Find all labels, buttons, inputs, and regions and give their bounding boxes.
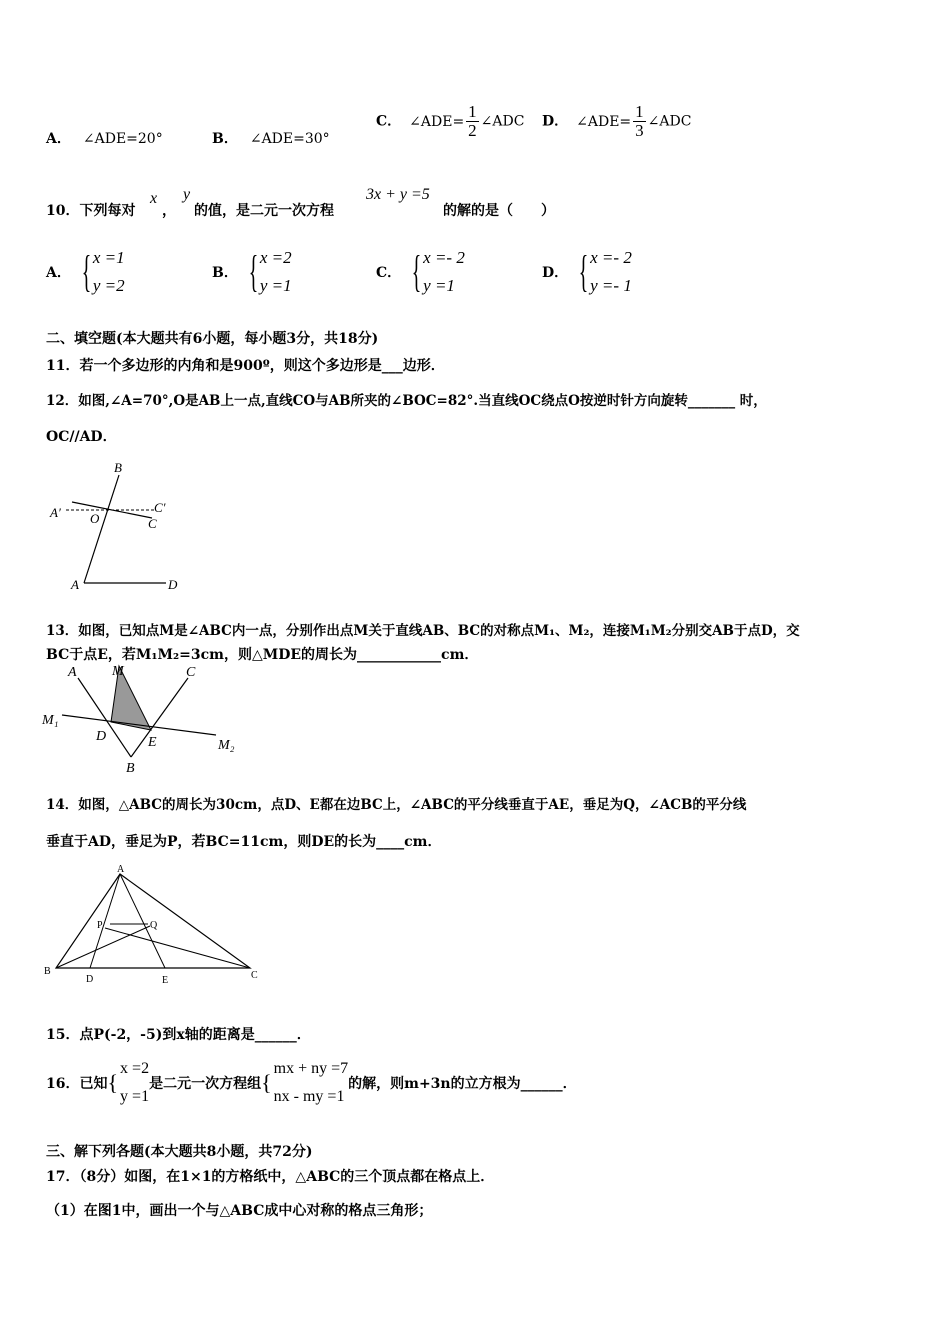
point-label-e: E <box>148 735 157 750</box>
option-label: D． <box>542 113 569 130</box>
point-label-c: C <box>251 970 258 981</box>
var-y: y <box>183 186 191 203</box>
point-label-b: B <box>126 761 135 775</box>
point-label-a-prime: A′ <box>50 505 61 520</box>
q11-text: 11．若一个多边形的内角和是900º，则这个多边形是___边形． <box>46 358 445 374</box>
equation: 3x + y =5 <box>366 186 430 203</box>
q9-option-b <box>212 128 330 148</box>
option-text: ∠ADE=30° <box>249 131 330 147</box>
option-text: ∠ADE= <box>576 113 632 130</box>
option-label: A． <box>46 131 71 147</box>
system-row: y =1 <box>259 276 292 295</box>
point-label-e: E <box>162 975 169 986</box>
denominator: 2 <box>468 121 477 140</box>
option-text: ∠ADC <box>647 113 692 130</box>
line-ab <box>84 475 119 583</box>
q10-option-b <box>212 244 292 300</box>
comma: ， <box>162 203 176 219</box>
q9-option-c <box>376 103 524 140</box>
point-label-b: B <box>44 966 51 977</box>
system-row: y =- 1 <box>590 276 632 295</box>
point-label-d: D <box>86 974 94 985</box>
q9-option-a <box>46 128 163 148</box>
q17-line2: （1）在图1中，画出一个与△ABC成中心对称的格点三角形； <box>46 1203 433 1219</box>
q12-line1: 12．如图,∠A=70°,O是AB上一点,直线CO与AB所夹的∠BOC=82°.当直线OC绕点O按逆时针方向旋转_______ 时， <box>46 393 767 409</box>
q9-option-d <box>542 103 691 140</box>
option-label: C． <box>376 265 402 281</box>
q12-figure <box>44 455 214 595</box>
equation-system: { x =2 y =1 <box>107 1055 149 1111</box>
line-ad <box>90 874 120 968</box>
equation-system: { x =2 y =1 <box>243 244 292 300</box>
option-text: ∠ADE= <box>409 113 465 130</box>
q13-figure <box>40 660 250 775</box>
fraction <box>466 103 479 140</box>
q16-post: 的解，则m+3n的立方根为______． <box>348 1076 577 1092</box>
q16-pre: 16．已知 <box>46 1076 108 1092</box>
stem-text: 10．下列每对 <box>46 203 136 219</box>
option-text: ∠ADC <box>480 113 525 130</box>
numerator: 1 <box>468 102 477 121</box>
point-label-d: D <box>96 729 107 744</box>
line-cp <box>105 928 250 968</box>
line-ae <box>120 874 165 968</box>
system-row: x =1 <box>92 248 125 267</box>
point-label-c: C <box>148 516 157 531</box>
equation-system: { x =1 y =2 <box>76 244 125 300</box>
point-label-a: A <box>71 577 79 592</box>
point-label-o: O <box>90 511 100 526</box>
option-label: A． <box>46 265 71 281</box>
point-label-c: C <box>186 665 196 680</box>
q13-line1: 13．如图，已知点M是∠ABC内一点，分别作出点M关于直线AB、BC的对称点M₁、M₂，连接M₁M₂分别交AB于点D，交 <box>46 623 800 639</box>
point-label-d: D <box>168 577 178 592</box>
option-label: B． <box>212 265 238 281</box>
point-label-m1: M₁ <box>42 713 59 728</box>
q16-line <box>46 1055 577 1111</box>
q10-stem <box>46 200 135 220</box>
point-label-c-prime: C′ <box>154 500 166 515</box>
system-row: mx + ny =7 <box>273 1060 349 1077</box>
q16-mid: 是二元一次方程组 <box>149 1076 262 1092</box>
system-row: x =- 2 <box>590 248 632 267</box>
point-label-a: A <box>117 864 125 875</box>
q10-option-a <box>46 244 125 300</box>
q10-option-d <box>542 244 632 300</box>
system-row: y =1 <box>423 276 455 295</box>
option-label: C． <box>376 113 402 130</box>
q15-text: 15．点P(-2，-5)到x轴的距离是______． <box>46 1027 311 1043</box>
system-row: nx - my =1 <box>273 1088 345 1105</box>
equation-system: { x =- 2 y =- 1 <box>573 244 632 300</box>
option-label: B． <box>212 131 238 147</box>
system-row: y =1 <box>120 1088 150 1105</box>
q14-line2: 垂直于AD，垂足为P，若BC=11cm，则DE的长为____cm． <box>46 834 442 850</box>
section-heading: 三、解下列各题(本大题共8小题，共72分) <box>46 1144 313 1160</box>
q14-line1: 14．如图，△ABC的周长为30cm，点D、E都在边BC上，∠ABC的平分线垂直于AE，垂足为Q，∠ACB的平分线 <box>46 797 747 813</box>
q10-option-c <box>376 244 465 300</box>
system-row: x =- 2 <box>423 248 465 267</box>
stem-text: 的值，是二元一次方程 <box>194 203 334 219</box>
q17-line1: 17．（8分）如图，在1×1的方格纸中，△ABC的三个顶点都在格点上． <box>46 1169 495 1185</box>
point-label-m: M <box>112 664 124 679</box>
fraction <box>633 103 646 140</box>
denominator: 3 <box>635 121 644 140</box>
q14-figure <box>40 862 265 990</box>
point-label-a: A <box>68 665 77 680</box>
equation-system: { x =- 2 y =1 <box>406 244 465 300</box>
point-label-p: P <box>97 920 103 931</box>
system-row: x =2 <box>120 1060 150 1077</box>
point-label-q: Q <box>150 920 158 931</box>
equation-system: { mx + ny =7 nx - my =1 <box>261 1055 348 1111</box>
q12-line2: OC//AD． <box>46 429 117 445</box>
var-x: x <box>150 190 158 207</box>
option-text: ∠ADE=20° <box>82 131 163 147</box>
option-label: D． <box>542 265 569 281</box>
system-row: x =2 <box>259 248 292 267</box>
system-row: y =2 <box>92 276 125 295</box>
numerator: 1 <box>635 102 644 121</box>
section-heading: 二、填空题(本大题共有6小题，每小题3分，共18分) <box>46 331 379 347</box>
point-label-b: B <box>114 460 122 475</box>
point-label-m2: M₂ <box>218 738 235 753</box>
q13-line2: BC于点E，若M₁M₂=3cm，则△MDE的周长为____________cm． <box>46 647 479 663</box>
stem-text: 的解的是（ ） <box>443 203 555 219</box>
